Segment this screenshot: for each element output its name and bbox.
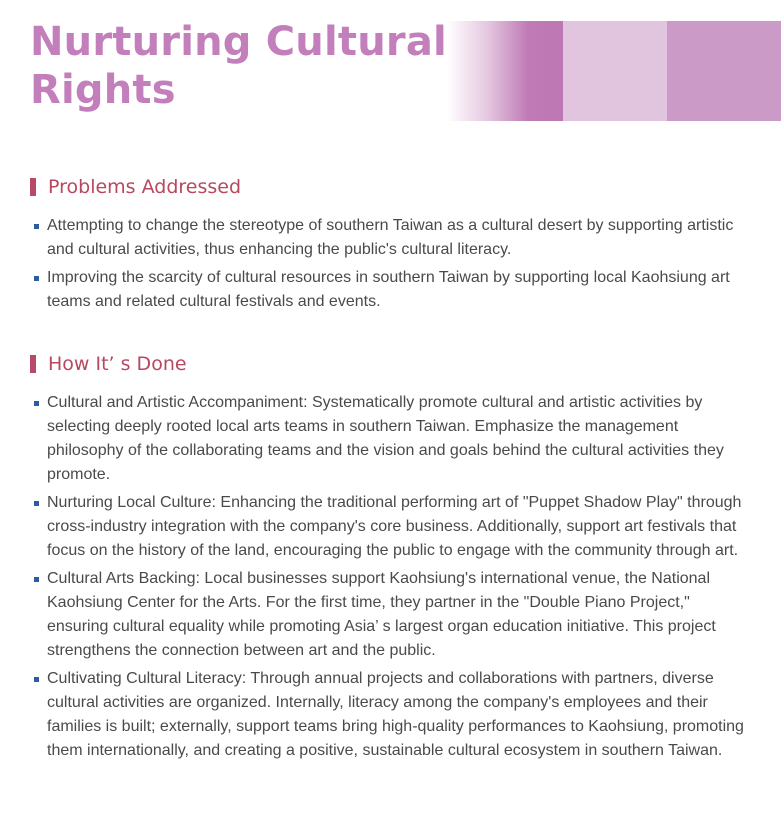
- bullet-icon: [34, 276, 39, 281]
- bullet-icon: [34, 501, 39, 506]
- bullet-icon: [34, 224, 39, 229]
- list-item: [34, 266, 754, 314]
- decorative-banner-medium: [667, 21, 781, 121]
- decorative-banner-light: [563, 21, 667, 121]
- list-item-text: Attempting to change the stereotype of southern Taiwan as a cultural desert by supporting artistic and cultural activities, thus enhancing the public's cultural literacy.: [47, 217, 734, 258]
- list-item: [34, 391, 754, 487]
- list-item: [34, 567, 754, 663]
- list-item: [34, 491, 754, 563]
- bullet-icon: [34, 401, 39, 406]
- how-list: [34, 391, 754, 767]
- section-heading-problems: [30, 175, 241, 199]
- heading-bar-icon: [30, 355, 36, 373]
- page-title: Nurturing Cultural Rights: [30, 19, 447, 113]
- heading-bar-icon: [30, 178, 36, 196]
- problems-list: [34, 214, 754, 318]
- bullet-icon: [34, 577, 39, 582]
- section-title: How It’ s Done: [48, 353, 187, 375]
- bullet-icon: [34, 677, 39, 682]
- list-item-text: Nurturing Local Culture: Enhancing the traditional performing art of "Puppet Shadow Play" through cross-industry integration with the company's core business. Additionally, support art festivals that focus on the history of the land, encouraging the public to engage with the community through art.: [47, 494, 742, 559]
- list-item-text: Cultivating Cultural Literacy: Through annual projects and collaborations with partners, diverse cultural activities are organized. Internally, literacy among the company's employees and their families is built; externally, support teams bring high-quality performances to Kaohsiung, promoting them internationally, and creating a positive, sustainable cultural ecosystem in southern Taiwan.: [47, 670, 744, 759]
- list-item-text: Cultural and Artistic Accompaniment: Systematically promote cultural and artistic activities by selecting deeply rooted local arts teams in southern Taiwan. Emphasize the management philosophy of the collaborating teams and the vision and goals behind the cultural activities they promote.: [47, 394, 724, 483]
- decorative-banner-gradient: [447, 21, 563, 121]
- section-heading-how: [30, 352, 187, 376]
- list-item: [34, 214, 754, 262]
- list-item: [34, 667, 754, 763]
- list-item-text: Improving the scarcity of cultural resources in southern Taiwan by supporting local Kaohsiung art teams and related cultural festivals and events.: [47, 269, 730, 310]
- section-title: Problems Addressed: [48, 176, 242, 198]
- list-item-text: Cultural Arts Backing: Local businesses support Kaohsiung's international venue, the National Kaohsiung Center for the Arts. For the first time, they partner in the "Double Piano Project," ensuring cultural equality while promoting Asia’ s largest organ education initiative. This project strengthens the connection between art and the public.: [47, 570, 716, 659]
